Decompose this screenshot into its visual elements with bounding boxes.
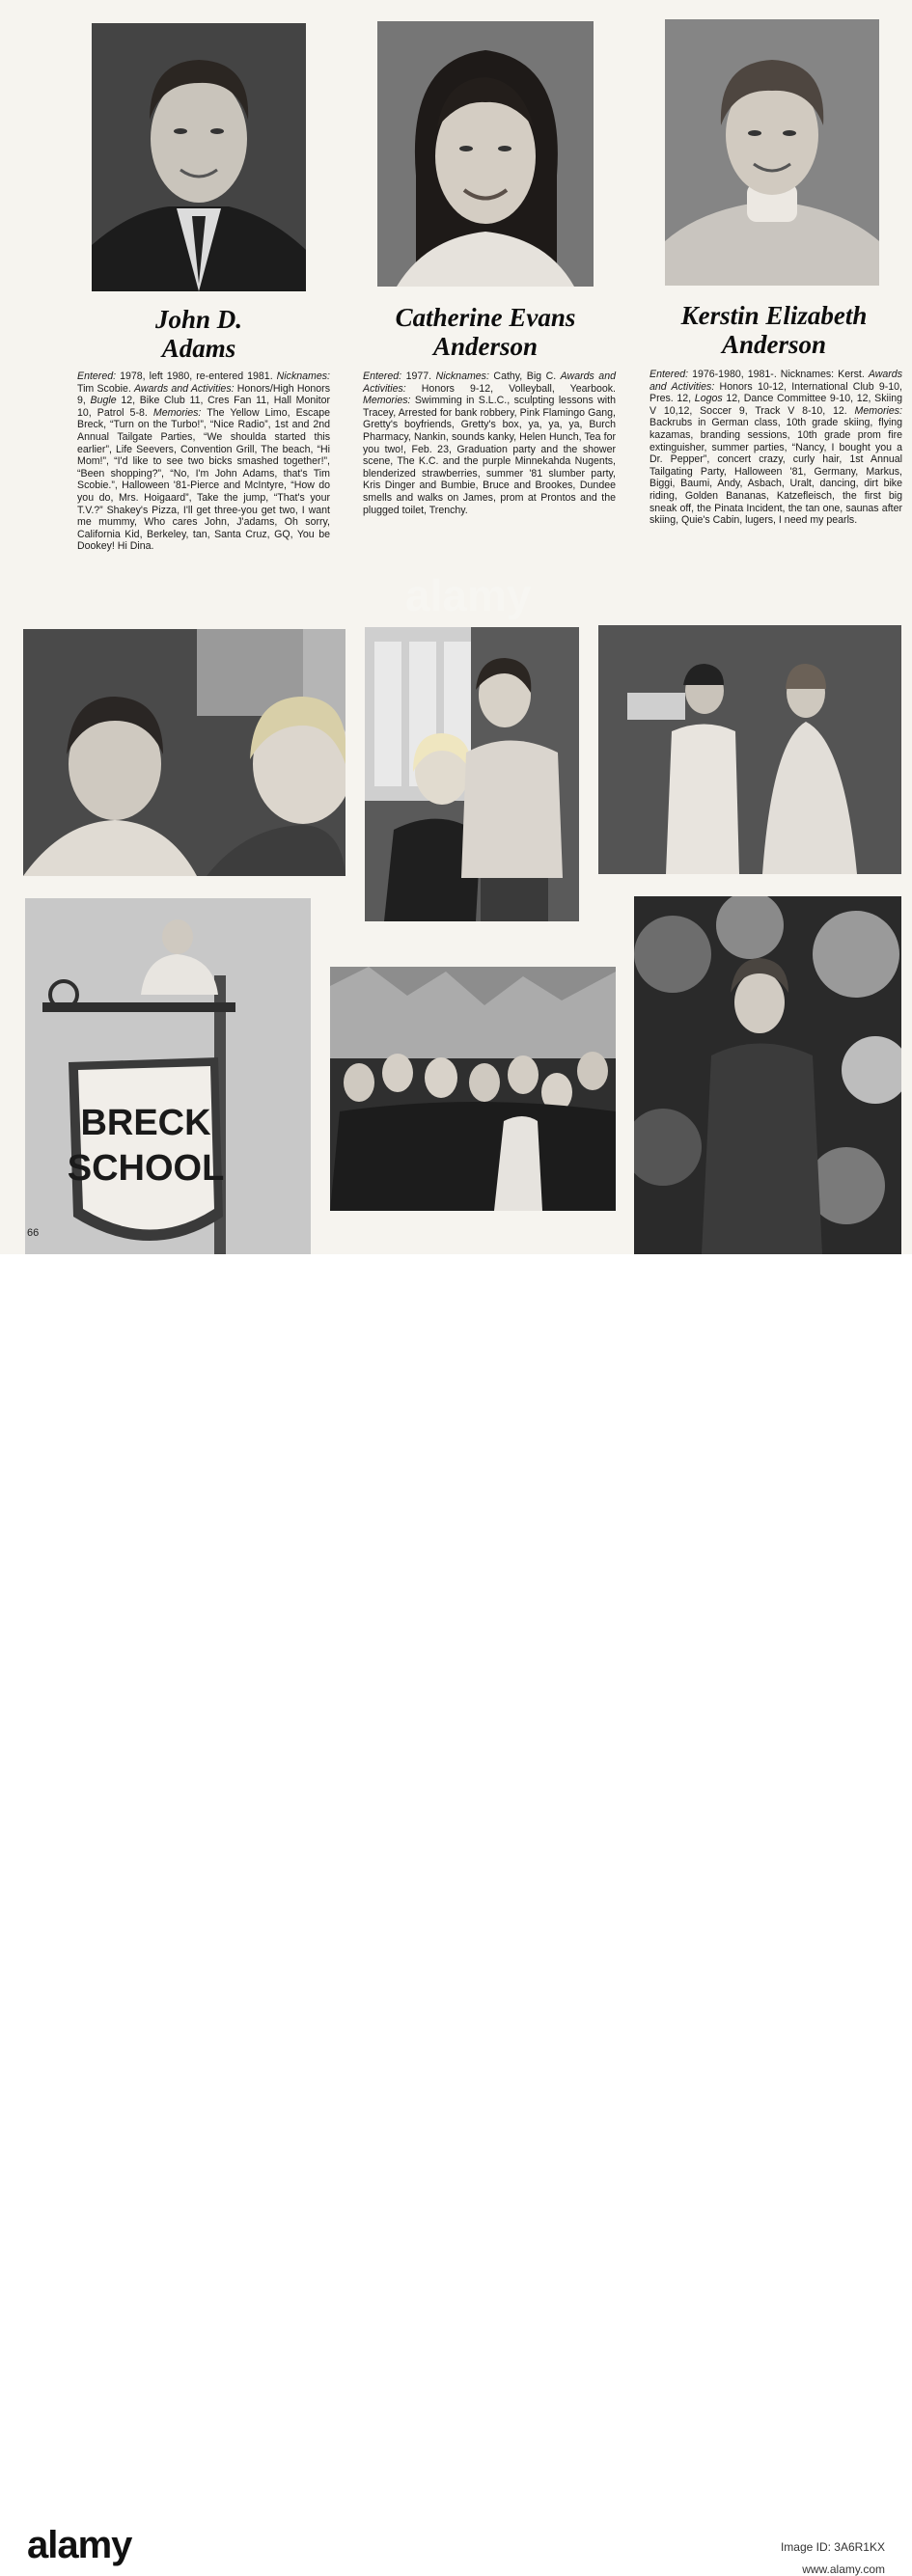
bio-label: Nicknames: <box>276 370 330 382</box>
bio-text: Backrubs in German class, 10th grade skiing, flying kazamas, branding sessions, 10th grade prom fire extinguisher, summer parties, “Nancy, I bought you a Dr. Pepper”, concert crazy, curly hair, 1st Annual Tailgating Party, Halloween '81, Germany, Markus, Biggi, Baumi, Andy, Asbach, Uralt, dancing, dirt bike riding, Golden Bananas, Katzefleisch, the first big sneak off, the Pinata Incident, the tan one, saunas after skiing, Quie's Cabin, lugers, I need my pearls. <box>649 417 902 527</box>
watermark-text: alamy <box>405 570 532 620</box>
bio-label: Memories: <box>854 404 902 417</box>
bio-label: Awards and Activities: <box>649 369 902 393</box>
candid-photo-formal-couple <box>598 625 901 874</box>
image-id: Image ID: 3A6R1KX <box>780 2540 885 2554</box>
bio-text: Honors/High Honors 9, <box>77 382 330 407</box>
bio-label: Bugle <box>90 395 117 407</box>
name-john-adams <box>92 305 306 363</box>
name-kerstin-anderson <box>649 301 899 359</box>
bio-text: Honors 10-12, International Club 9-10, Pres. 12, <box>649 380 902 405</box>
bio-label: Nicknames: <box>435 370 489 382</box>
bio-kerstin-anderson <box>649 369 902 527</box>
name-line-1: Kerstin Elizabeth <box>680 301 868 330</box>
name-line-2: Anderson <box>721 330 827 359</box>
bio-label: Entered: <box>649 369 689 380</box>
bio-text: 1977. <box>401 370 436 382</box>
name-line-2: Anderson <box>432 332 539 361</box>
bio-catherine-anderson <box>363 370 616 516</box>
bio-john-adams <box>77 370 330 553</box>
portrait-catherine-anderson <box>377 21 594 287</box>
bio-text: The Yellow Limo, Escape Breck, “Turn on the Turbo!”, “Nice Radio”, 1st and 2nd Annual Tailgate Parties, “We shoulda started this earlier”, Life Seevers, Convention Grill, The beach, “Hi Mom!”, “I'd like to see two bicks smashed together!”, “Been shopping?”, “No, I'm John Adams, that's Tim Scobie.”, Halloween '81-Pierce and McIntyre, “How do you do, Mrs. Hoigaard”, Take the jump, “That's your T.V.?” Shakey's Pizza, I'll get three-you get two, I want me mummy, Who cares John, J'adams, Oh sorry, California Kid, Berkeley, tan, Santa Cruz, GQ, You be Dookey! Hi Dina. <box>77 406 330 553</box>
candid-photo-two-girls-laughing <box>23 629 345 876</box>
site-url: www.alamy.com <box>802 2562 885 2576</box>
sign-text-breck: BRECK <box>80 1103 211 1143</box>
bio-label: Logos <box>694 393 723 405</box>
stock-footer <box>0 1254 912 2576</box>
bio-label: Entered: <box>363 370 402 382</box>
bio-text: 12, Dance Committee 9-10, 12, Skiing V 10,12, Soccer 9, Track V 8-10, 12. <box>649 393 902 417</box>
yearbook-page <box>0 0 912 1254</box>
bio-text: 1976-1980, 1981-. Nicknames: Kerst. <box>688 369 869 380</box>
name-line-2: Adams <box>161 334 236 363</box>
name-line-1: John D. <box>154 305 243 334</box>
candid-photo-group-of-girls <box>330 967 616 1211</box>
bio-label: Memories: <box>363 395 411 407</box>
bio-label: Entered: <box>77 370 117 382</box>
bio-text: Honors 9-12, Volleyball, Yearbook. <box>405 382 616 395</box>
bio-text: Tim Scobie. <box>77 382 134 395</box>
bio-label: Memories: <box>152 406 202 419</box>
candid-photo-breck-school-sign <box>25 898 311 1254</box>
page-number: 66 <box>27 1227 40 1239</box>
candid-photo-couple-at-lockers <box>365 627 579 921</box>
alamy-logo-text: alamy <box>27 2524 132 2566</box>
bio-label: Awards and Activities: <box>134 382 235 395</box>
bio-text: 1978, left 1980, re-entered 1981. <box>116 370 277 382</box>
bio-text: Cathy, Big C. <box>488 370 561 382</box>
portrait-kerstin-anderson <box>665 19 879 286</box>
bio-label: Awards and Activities: <box>363 370 616 395</box>
bio-text: Swimming in S.L.C., sculpting lessons with Tracey, Arrested for bank robbery, Pink Flamingo Gang, Gretty's boyfriends, Gretty's box, ya, ya, ya, Burch Pharmacy, Nankin, sounds kanky, Helen Hunch, Tea for you two!, Feb. 23, Graduation party and the shower scene, The K.C. and the purple Minnekahda Nugents, blenderized strawberries, summer '81 slumber party, Kris Dinger and Bumbie, Bruce and Brookes, Dundee smells and walks on James, prom at Prontos and the plugged toilet, Trenchy. <box>363 395 616 516</box>
bio-text: 12, Bike Club 11, Cres Fan 11, Hall Monitor 10, Patrol 5-8. <box>77 395 331 419</box>
sign-text-school: SCHOOL <box>67 1148 225 1189</box>
portrait-john-adams <box>92 23 306 291</box>
name-catherine-anderson <box>359 303 612 361</box>
name-line-1: Catherine Evans <box>395 303 576 332</box>
candid-photo-girl-in-trees <box>634 896 901 1254</box>
